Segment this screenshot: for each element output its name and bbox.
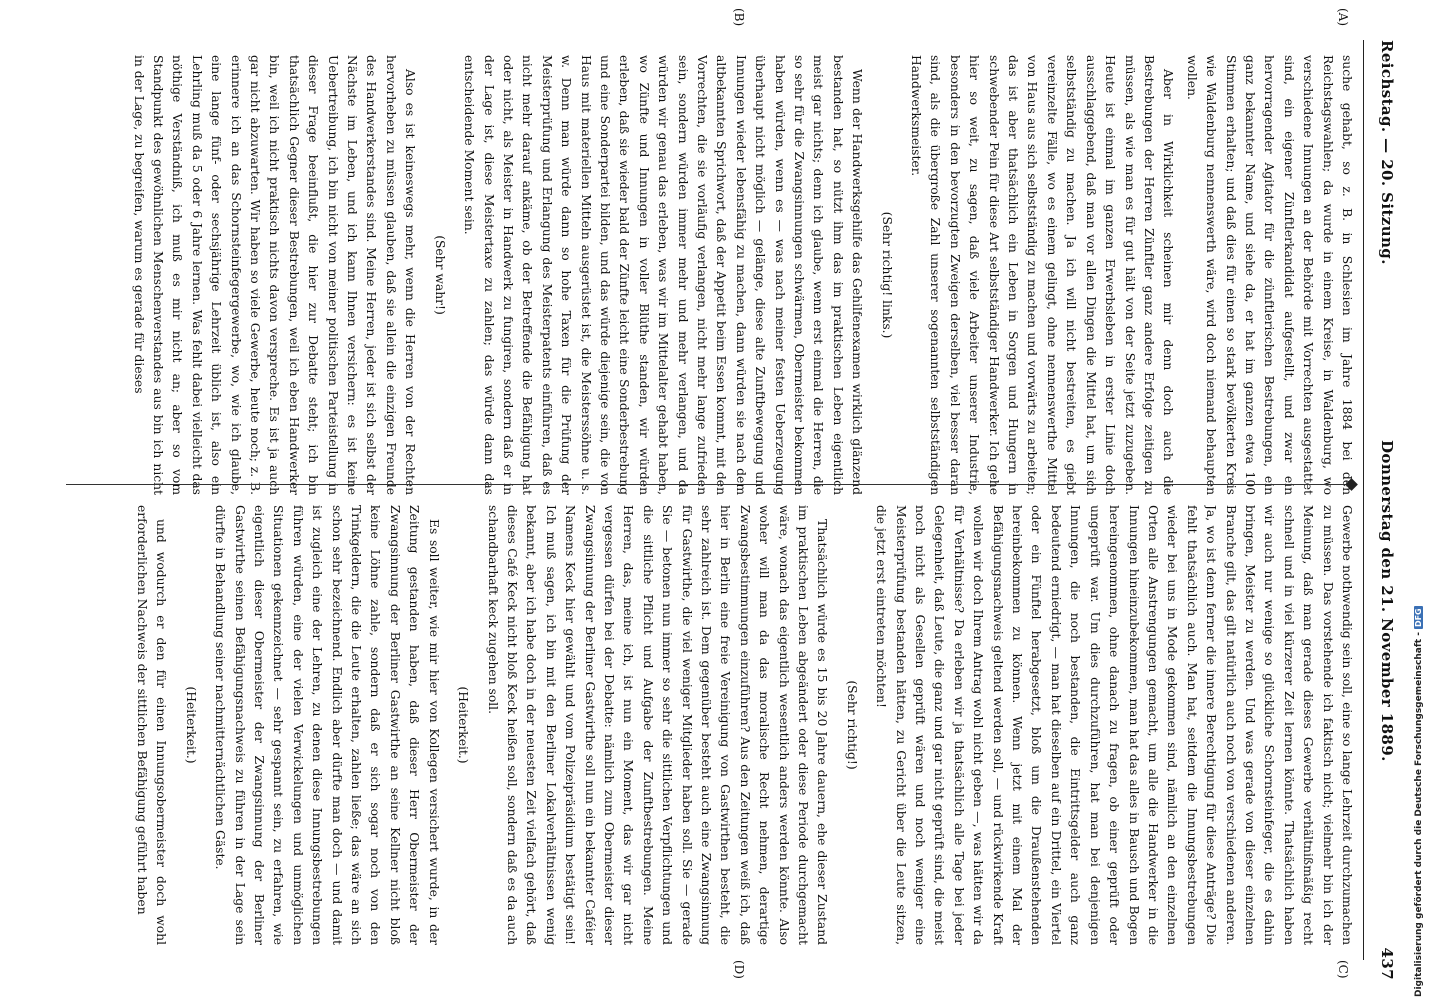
- column-divider: [66, 484, 1356, 485]
- margin-label-d: (D): [732, 960, 746, 979]
- dfg-logo: DFG: [1414, 608, 1423, 628]
- header-rule: [1363, 40, 1364, 960]
- left-text-column: [56, 55, 1356, 495]
- page-number: 437: [1378, 947, 1396, 980]
- digitization-imprint: [1414, 608, 1428, 997]
- paragraph: Aber in Wirklichkeit scheinen mir denn doch auch die Bestrebungen der Herren Zünftler ganz andere Erfolge zeitigen zu müssen, als wie man es für gut hält von der Seite jetzt zuzugeben. Heute ist einmal im ganzen Erwerbsleben in erster Linie doch ausschlaggebend, daß man vor allen Dingen die Mittel hat, um sich selbstständig zu machen. Ja ich will nicht bestreiten, es giebt vereinzelte Fälle, wo es einem gelingt, ohne nennenswerthe Mittel von Haus aus sich selbstständig zu machen und vorwärts zu arbeiten; das ist aber thatsächlich ein Leben in Sorgen und Hungern in schwebender Pein für diese Art selbstständiger Handwerker. Ich gehe hier so weit, zu sagen, daß viele Arbeiter unserer Industrie, besonders in den bevorzugten Zweigen derselben, viel besser daran sind, als die übergroße Zahl unserer sogenannten selbstständigen Handwerksmeister.: [909, 55, 1176, 495]
- paragraph: Thatsächlich würde es 15 bis 20 Jahre dauern, ehe dieser Zustand im praktischen Leben abgeändert oder diese Periode durchgemacht wäre, wonach das eigentlich wesentlich anders werden könnte. Also woher will man da das moralische Recht nehmen, derartige Zwangsbestimmungen einzuführen? Aus den Zeitungen weiß ich, daß hier in Berlin eine freie Vereinigung von Gastwirthen besteht, die sehr zahlreich ist. Dem gegenüber besteht auch eine Zwangsinnung für Gastwirthe, die viel weniger Mitglieder haben soll. Sie — gerade Sie — betonen nun immer so sehr die sittlichen Verpflichtungen und die sittliche Pflicht und Aufgabe der Zunftbestrebungen. Meine Herren, das, meine ich, ist nun ein Moment, das wir gar nicht vergessen dürfen bei der Debatte: nämlich zum Obermeister dieser Zwangsinnung der Berliner Gastwirthe soll nun ein bekannter Caféier Namens Keck hier gewählt und vom Polizeipräsidium bestätigt sein! Ich muß sagen, ich bin mit den Berliner Lokalverhältnissen wenig bekannt, aber ich habe doch in der neuesten Zeit vielfach gehört, daß dieses Café Keck nicht bloß Keck heißen soll, sondern daß es da auch schandbarhaft keck zugehen soll.: [485, 505, 830, 945]
- paragraph: Wenn der Handwerksgehilfe das Gehilfenexamen wirklich glänzend bestanden hat, so nützt ihm das im praktischen Leben eigentlich meist gar nichts; denn ich glaube, wenn erst einmal die Herren, die so sehr für die Zwangsinnungen schwärmen, Obermeister bekommen haben würden, wenn es — was nach meiner festen Ueberzeugung überhaupt nicht möglich — gelänge, diese alte Zunftbewegung und Innungen wieder lebensfähig zu machen, dann würden sie nach dem altbekannten Sprichwort, daß der Appetit beim Essen kommt, mit den Vorrechten, die sie vorläufig verlangen, nicht mehr lange zufrieden sein, sondern würden immer mehr und mehr verlangen, und da würden wir genau das erleben, was wir im Mittelalter gehabt haben, wo Zünfte und Innungen in voller Blüthe standen, wir würden erleben, daß sie wieder bald der Zünfte leicht eine Sonderbestrebung und eine Sonderpartei bilden, und das würde diejenige sein, die von Haus mit materiellen Mitteln ausgerüstet ist, die Meisterssöhne u. s. w. Denn man würde dann so hohe Taxen für die Prüfung der Meisterprüfung und Erlangung des Meisterpatents einführen, daß es nicht mehr darauf ankäme, ob der Betreffende die Befähigung hat oder nicht, als Meister in Handwerk zu fungiren, sondern daß er in der Lage ist, diese Meistertaxe zu zahlen; das würde dann das entscheidende Moment sein.: [462, 55, 865, 495]
- margin-label-c: (C): [1336, 960, 1350, 979]
- paragraph: Gewerbe nothwendig sein soll, eine so lange Lehrzeit durchzumachen zu müssen. Das vorstehende ich faktisch nicht; vielmehr bin ich der Meinung, daß man gerade dieses Gewerbe verhältnißmäßig recht schnell und in viel kürzerer Zeit lernen könnte. Thatsächlich haben wir auch nur wenige so glückliche Schornsteinfeger, die es dahin bringen, Meister zu werden. Und was gerade von dieser einzelnen Branche gilt, das gilt natürlich auch noch von verschiedenen anderen. Ja, wo ist denn ferner die innere Berechtigung für diese Anträge? Die fehlt thatsächlich auch. Man hat, seitdem die Innungsbestrebungen wieder bei uns in Mode gekommen sind, nämlich an den einzelnen Orten alle Anstrengungen gemacht, um alle die Handwerker in die Innungen hineinzubekommen, man hat das alles in Bausch und Bogen hereingenommen, ohne danach zu fragen, ob einer geprüft oder ungeprüft war. Um dies durchzuführen, hat man bei denjenigen Innungen, die noch bestanden, die Eintrittsgelder auch ganz bedeutend erniedrigt, — man hat dieselben auf ein Drittel, ein Viertel oder ein Fünftel herabgesetzt, bloß um die Draußenstehenden hereinbekommen zu können. Wenn jetzt mit einem Mal der Befähigungsnachweis geltend werden soll, — und rückwirkende Kraft wollen wir doch Ihrem Antrag wohl nicht geben —, was hätten wir da für Verhältnisse? Da erleben wir ja thatsächlich alle Tage bei jeder Gelegenheit, daß Leute, die ganz und gar nicht geprüft sind, die meist noch nicht als Gesellen geprüft wären und noch weniger eine Meisterprüfung bestanden hätten, zu Gericht über die Leute sitzen, die jetzt erst eintreten möchten!: [874, 505, 1354, 945]
- interjection: (Sehr wahr!): [432, 235, 447, 315]
- interjection: (Sehr richtig!): [844, 680, 859, 770]
- paragraph: Es soll weiter, wie mir hier von Kollegen versichert wurde, in der Zeitung gestanden haben, daß dieser Herr Obermeister der Zwangsinnung der Berliner Gastwirthe an seine Kellner nicht bloß keine Löhne zahle, sondern daß er sich sogar noch von den Trinkgeldern, die die Leute erhalten, zahlen ließe; das wäre an sich schon sehr bezeichnend. Endlich aber dürfte man doch — und damit ist zugleich eine der Lehren, zu denen diese Innungsbestrebungen führen würden, eine der vielen Verwickelungen und unmöglichen Situationen gekennzeichnet — sehr gespannt sein, zu erfahren, wie eigentlich dieser Obermeister der Zwangsinnung der Berliner Gastwirthe seinen Befähigungsnachweis zu führen in der Lage sein dürfte in Behandlung seiner nachmitternächtlichen Gäste.: [213, 505, 441, 945]
- paragraph: Also es ist keineswegs mehr, wenn die Herren von der Rechten hervorheben zu müssen glauben, daß sie allein die einzigen Freunde des Handwerkerstandes sind. Meine Herren, jeder ist sich selbst der Nächste im Leben, und ich kann Ihnen versichern: es ist keine Uebertreibung, ich bin nicht von meiner politischen Parteistellung in dieser Frage beeinflußt, die hier zur Debatte steht; ich bin thatsächlich Gegner dieser Bestrebungen, weil ich eben Handwerker bin, weil ich nicht praktisch nichts davon verspreche. Es ist ja auch gar nicht abzuwarten. Wir haben so viele Gewerbe, heute noch; z. B. erinnere ich an das Schornsteinfegergewerbe, wo, wie ich glaube, eine lange fünf- oder sechsjährige Lehrzeit üblich ist, also ein Lehrling muß da 5 oder 6 Jahre lernen. Was fehlt dabei vielleicht das nöthige Verständniß, ich muß es mir nicht an; aber so vom Standpunkt des gewöhnlichen Menschenverstandes aus bin ich nicht in der Lage, zu begreifen, warum es gerade für dieses: [131, 55, 418, 495]
- margin-label-b: (B): [732, 8, 746, 27]
- interjection: (Sehr richtig! links.): [879, 211, 894, 339]
- interjection: (Heiterkeit.): [183, 686, 198, 764]
- right-text-column: [56, 505, 1356, 945]
- interjection: (Heiterkeit.): [456, 686, 471, 764]
- running-head-date: Donnerstag den 21. November 1889.: [1378, 440, 1396, 762]
- margin-label-a: (A): [1336, 8, 1350, 27]
- running-head-left: Reichstag. — 20. Sitzung.: [1378, 40, 1396, 265]
- imprint-text: Digitalisierung gefördert durch die Deutsche Forschungsgemeinschaft -: [1414, 632, 1424, 997]
- paragraph: und wodurch er den für einen Innungsobermeister doch wohl erforderlichen Nachweis der sittlichen Befähigung geführt haben: [135, 505, 169, 945]
- rotated-newspaper-page: [36, 0, 1416, 1000]
- paragraph: suche gehabt, so z. B. in Schlesien im Jahre 1884 bei den Reichstagswahlen; da wurde in einem Kreise, in Waldenburg, wo verschiedene Innungen an der Behörde mit Vorrechten ausgestattet sind, ein eigener Zünftlerkandidat aufgestellt, und zwar ein hervorragender Agitator für die zünftlerischen Bestrebungen, ein ganz bekannter Name, und siehe da, er hat im ganzen etwa 100 Stimmen erhalten; und daß dies für einen so stark bevölkerten Kreis wie Waldenburg nennenswerth wäre, wird doch niemand behaupten wollen.: [1184, 55, 1354, 495]
- running-head: [1366, 40, 1396, 980]
